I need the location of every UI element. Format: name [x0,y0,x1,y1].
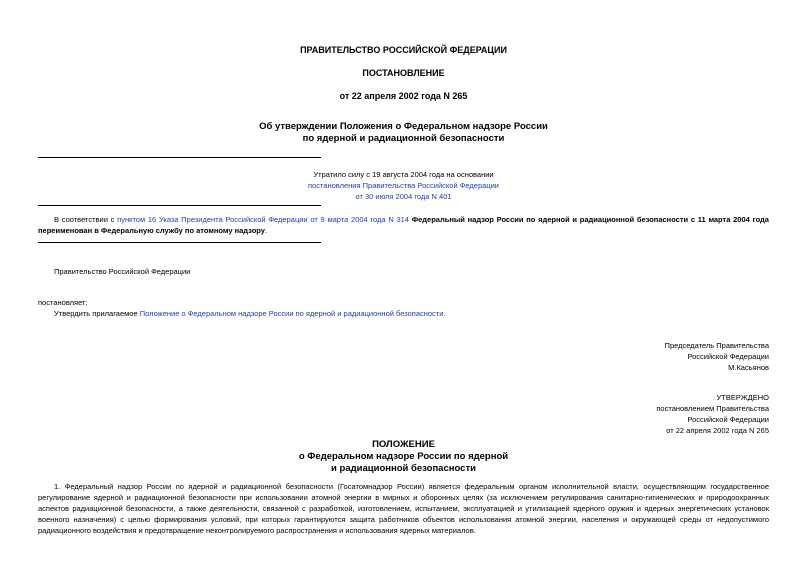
regulation-subtitle-line2: и радиационной безопасности [331,463,476,474]
acting-body: Правительство Российской Федерации [54,267,191,276]
separator-line [38,242,321,243]
rename-note-suffix: . [264,226,268,235]
regulation-link[interactable]: Положение о Федеральном надзоре России по ядерной и радиационной безопасности [139,309,444,318]
signature-position: Председатель Правительства [664,341,769,350]
revocation-link-decree[interactable]: постановления Правительства Российской Федерации [307,181,499,190]
document-type: ПОСТАНОВЛЕНИЕ [362,68,445,78]
approve-statement [54,308,446,319]
approve-prefix: Утвердить прилагаемое [54,309,140,318]
presidential-decree-link[interactable]: пунктом 16 Указа Президента Российской Федерации от 9 марта 2004 года N 314 [117,215,409,224]
separator-line [38,157,321,158]
revocation-line1: Утратило силу с 19 августа 2004 года на основании [313,170,494,179]
regulation-subtitle-line1: о Федеральном надзоре России по ядерной [298,451,509,462]
document-title-line2: по ядерной и радиационной безопасности [302,133,505,144]
government-heading: ПРАВИТЕЛЬСТВО РОССИЙСКОЙ ФЕДЕРАЦИИ [300,45,507,55]
approved-by: постановлением Правительства [656,404,769,413]
approved-country: Российской Федерации [687,415,769,424]
document-title-line1: Об утверждении Положения о Федеральном надзоре России [259,121,548,132]
approve-suffix: . [443,309,446,318]
regulation-paragraph-1: 1. Федеральный надзор России по ядерной и радиационной безопасности (Госатомнадзор России) является федеральным органом исполнительной власти, осуществляющим государственное регулирование ядерной и радиационной безопасности при использовании атомной энергии в мирных и оборонных целях (за исключением регулирования санитарно-гигиенических и природоохранных аспектов радиационной безопасности, а также деятельности, связанной с разработкой, изготовлением, испытанием, эксплуатацией и утилизацией ядерного оружия и ядерных энергетических установок военного назначения) с целью формирования условий, при которых гарантируются защита работников объектов использования атомной энергии, населения и окружающей среды от недопустимого радиационного воздействия и предотвращение неконтролируемого распространения и использования ядерных материалов. [38,482,769,535]
signature-name: М.Касьянов [728,363,769,372]
rename-note-bold: Федеральный надзор России по ядерной и радиационной безопасности с 11 марта 2004 года переименован в Федеральную службу по атомному надзору [38,215,769,235]
approved-label: УТВЕРЖДЕНО [716,393,769,402]
decrees-word: постановляет: [38,298,88,307]
rename-note-prefix: В соответствии с [54,215,118,224]
rename-note [38,214,769,236]
separator-line [38,205,321,206]
document-date-number: от 22 апреля 2002 года N 265 [339,91,468,101]
signature-country: Российской Федерации [687,352,769,361]
regulation-title: ПОЛОЖЕНИЕ [372,439,435,450]
approved-date: от 22 апреля 2002 года N 265 [666,426,769,435]
revocation-link-date[interactable]: от 30 июля 2004 года N 401 [355,192,452,201]
